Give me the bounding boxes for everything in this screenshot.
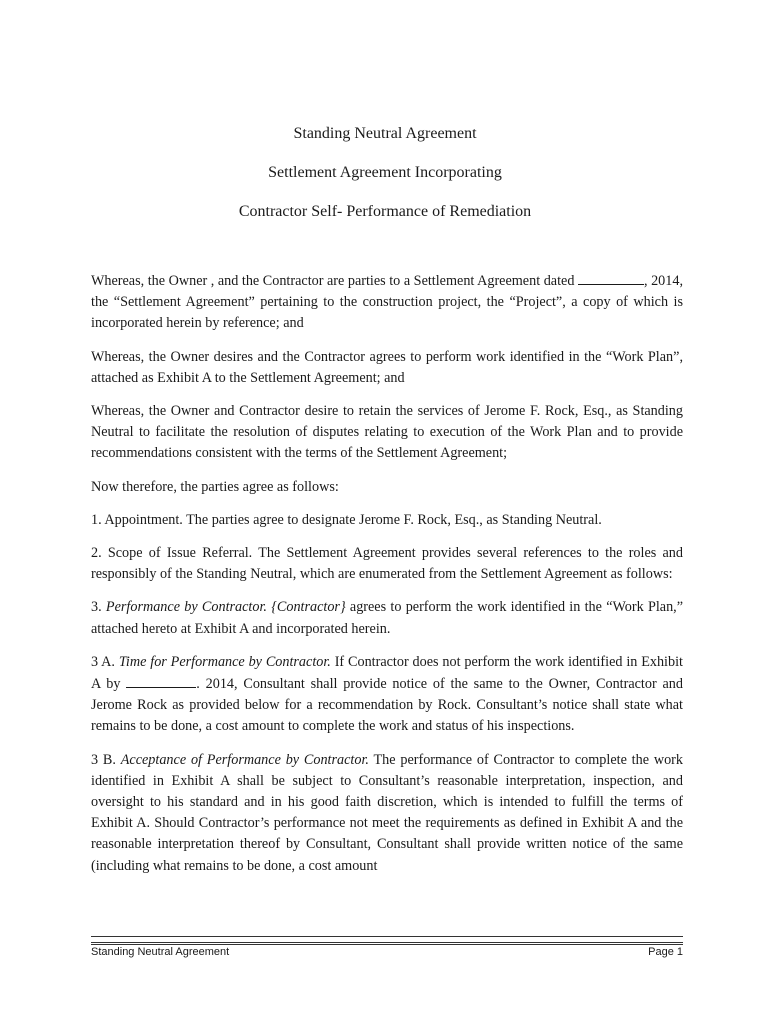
paragraph-text: agrees to perform the work identified in the “Work Plan,” attached hereto at Exhibit A and incorporated herein. <box>91 599 684 637</box>
document-title: Standing Neutral Agreement <box>293 125 477 142</box>
section-heading: Performance by Contractor. {Contractor} <box>105 599 346 616</box>
paragraph-scope: 2. Scope of Issue Referral. The Settlement Agreement provides several references to the roles and responsibly of the Standing Neutral, which are enumerated from the Settlement Agreement as follows: <box>91 545 683 583</box>
paragraph-time-for-performance <box>91 652 683 738</box>
page-number: Page 1 <box>648 946 683 958</box>
section-heading: Acceptance of Performance by Contractor. <box>120 751 369 768</box>
section-number: 3. <box>91 599 106 616</box>
paragraph-performance <box>91 597 683 639</box>
document-subtitle: Settlement Agreement Incorporating <box>268 164 502 181</box>
paragraph-whereas-1 <box>91 270 683 335</box>
document-subtitle-2: Contractor Self- Performance of Remediation <box>238 203 532 220</box>
paragraph-whereas-2: Whereas, the Owner desires and the Contractor agrees to perform work identified in the “Work Plan”, attached as Exhibit A to the Settlement Agreement; and <box>91 348 683 386</box>
paragraph-now-therefore: Now therefore, the parties agree as follows: <box>91 478 339 495</box>
footer-divider <box>91 936 683 945</box>
date-blank-field <box>578 270 644 285</box>
footer-title: Standing Neutral Agreement <box>91 946 230 958</box>
document-body <box>91 270 683 889</box>
paragraph-text: . 2014, Consultant shall provide notice of the same to the Owner, Contractor and Jerome Rock as provided below for a recommendation by Rock. Consultant’s notice shall state what remains to be done, a cost amount to complete the work and status of his inspections. <box>91 676 683 735</box>
paragraph-text: Whereas, the Owner , and the Contractor are parties to a Settlement Agreement dated <box>91 273 578 289</box>
section-number: 3 A. <box>91 653 119 670</box>
paragraph-whereas-3: Whereas, the Owner and Contractor desire to retain the services of Jerome F. Rock, Esq., as Standing Neutral to facilitate the resolution of disputes relating to execution of the Work Plan and to provide recommendations consistent with the terms of the Settlement Agreement; <box>91 403 683 462</box>
paragraph-acceptance <box>91 750 683 877</box>
paragraph-text: , 2014, the “Settlement Agreement” pertaining to the construction project, the “Project”, a copy of which is incorporated herein by reference; and <box>91 273 684 332</box>
paragraph-text: The performance of Contractor to complete the work identified in Exhibit A shall be subject to Consultant’s reasonable interpretation, inspection, and oversight to his standard and in his good faith discretion, which is intended to fulfill the terms of Exhibit A. Should Contractor’s performance not meet the requirements as defined in Exhibit A and the reasonable interpretation thereof by Consultant, Consultant shall provide written notice of the same (including what remains to be done, a cost amount <box>91 751 683 874</box>
section-heading: Time for Performance by Contractor. <box>118 653 331 670</box>
section-number: 3 B. <box>91 751 121 768</box>
paragraph-appointment: 1. Appointment. The parties agree to designate Jerome F. Rock, Esq., as Standing Neutral. <box>91 511 602 528</box>
paragraph-text: If Contractor does not perform the work identified in Exhibit A by <box>91 653 683 693</box>
page-footer <box>91 946 683 962</box>
date-blank-field <box>126 673 196 688</box>
title-block <box>0 124 770 241</box>
